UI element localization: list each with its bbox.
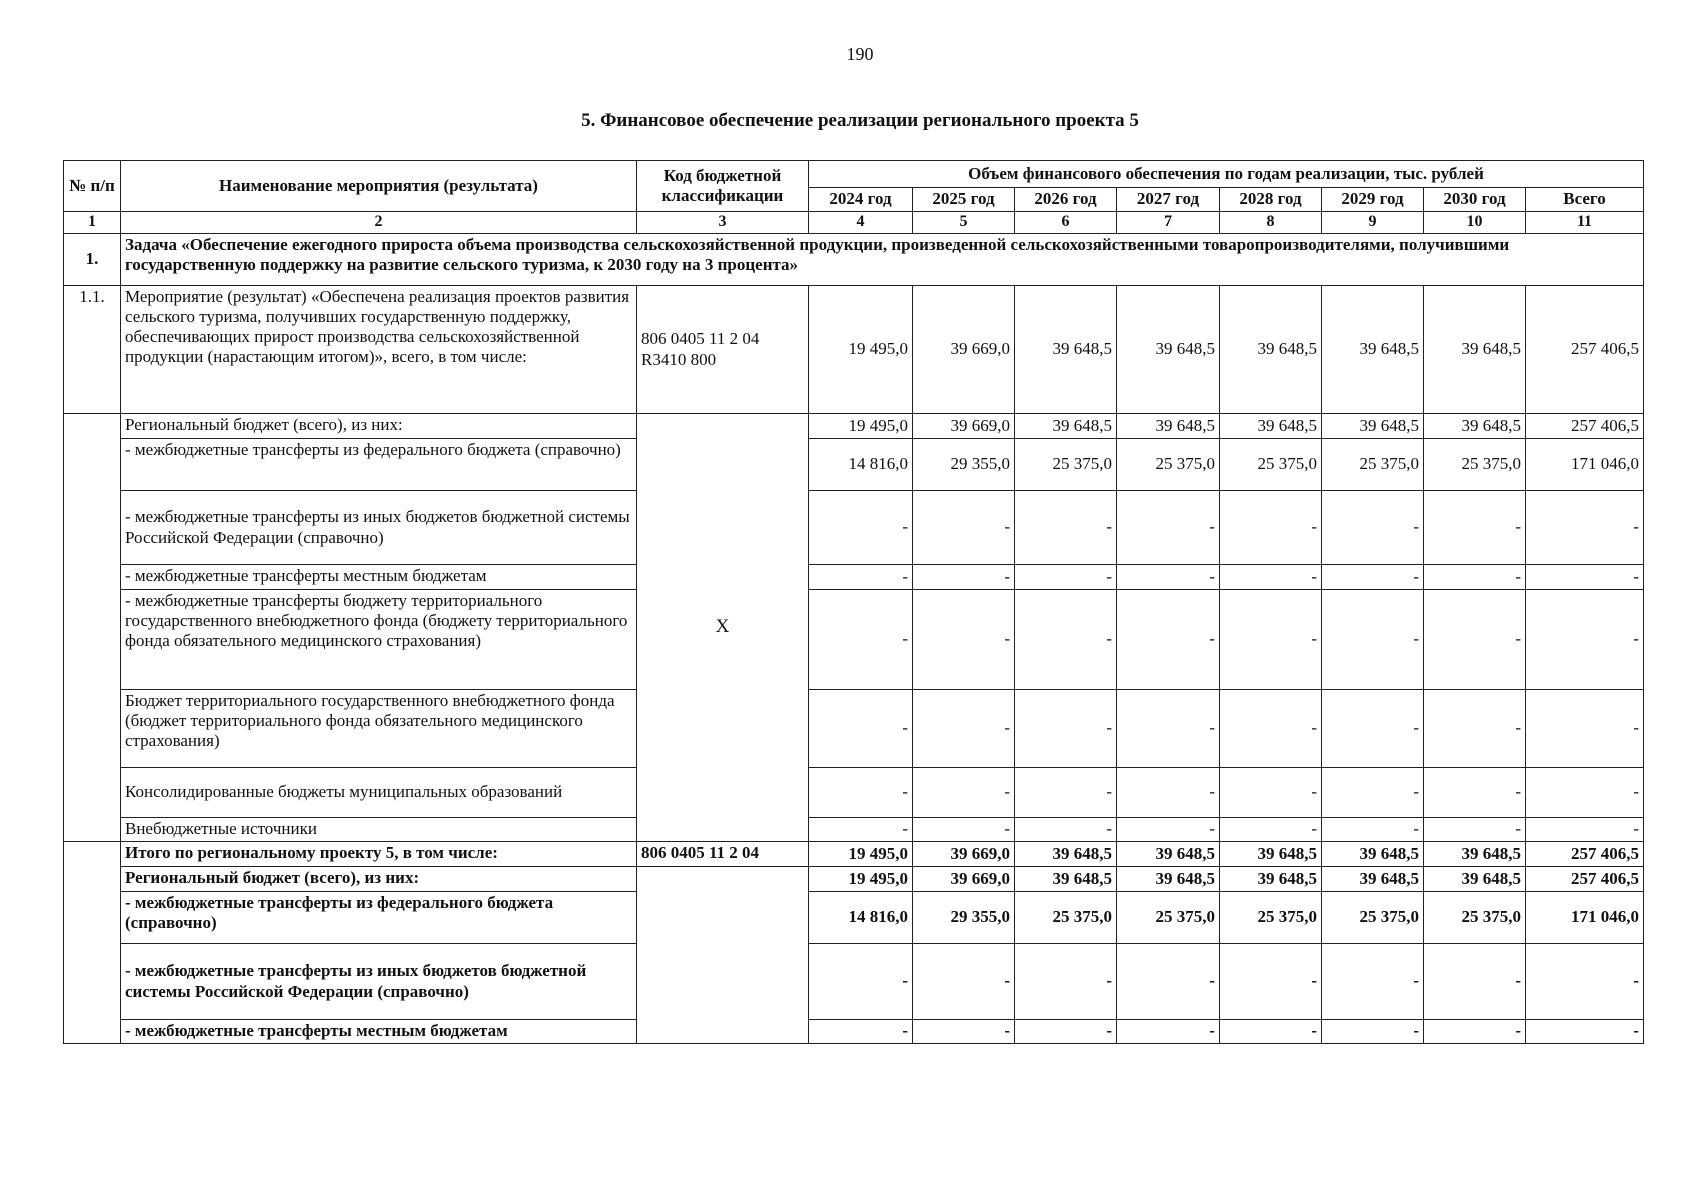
task-description: Задача «Обеспечение ежегодного прироста объема производства сельскохозяйственной продукции, произведенной сельскохозяйственными товаропроизводителями, получившими государственную поддержку на развитие сельского туризма, к 2030 году на 3 процента» <box>121 234 1644 286</box>
header-year: 2025 год <box>913 188 1015 212</box>
table-row <box>64 768 1644 818</box>
value-cell: - <box>1424 690 1526 768</box>
value-cell: - <box>1526 690 1644 768</box>
value-cell: - <box>1117 944 1220 1020</box>
value-cell: 25 375,0 <box>1424 439 1526 491</box>
header-no: № п/п <box>64 161 121 212</box>
header-year: 2027 год <box>1117 188 1220 212</box>
value-cell: 39 648,5 <box>1424 414 1526 439</box>
value-cell: - <box>1220 590 1322 690</box>
table-row <box>64 944 1644 1020</box>
value-cell: 171 046,0 <box>1526 439 1644 491</box>
value-cell: 25 375,0 <box>1424 892 1526 944</box>
value-cell: - <box>1117 768 1220 818</box>
value-cell: - <box>1322 491 1424 565</box>
value-cell: - <box>913 768 1015 818</box>
value-cell: 25 375,0 <box>1015 892 1117 944</box>
column-number: 11 <box>1526 212 1644 234</box>
column-number: 10 <box>1424 212 1526 234</box>
value-cell: - <box>809 1020 913 1044</box>
value-cell: - <box>1015 565 1117 590</box>
value-cell: 39 648,5 <box>1424 286 1526 414</box>
column-number: 9 <box>1322 212 1424 234</box>
value-cell: - <box>1117 491 1220 565</box>
blank-code-cell <box>637 867 809 1044</box>
value-cell: - <box>1526 590 1644 690</box>
value-cell: - <box>913 690 1015 768</box>
column-number: 7 <box>1117 212 1220 234</box>
row-name: Региональный бюджет (всего), из них: <box>121 867 637 892</box>
value-cell: - <box>1220 768 1322 818</box>
value-cell: - <box>1117 818 1220 842</box>
value-cell: 39 648,5 <box>1424 842 1526 867</box>
value-cell: - <box>1015 590 1117 690</box>
value-cell: 39 648,5 <box>1322 842 1424 867</box>
header-year: 2030 год <box>1424 188 1526 212</box>
total-name: Итого по региональному проекту 5, в том числе: <box>121 842 637 867</box>
value-cell: 39 648,5 <box>1015 867 1117 892</box>
value-cell: 25 375,0 <box>1220 892 1322 944</box>
value-cell: 29 355,0 <box>913 439 1015 491</box>
header-year: 2024 год <box>809 188 913 212</box>
value-cell: - <box>1117 590 1220 690</box>
value-cell: - <box>913 565 1015 590</box>
blank-index-cell <box>64 414 121 842</box>
row-name: - межбюджетные трансферты из федерального бюджета (справочно) <box>121 892 637 944</box>
value-cell: 39 648,5 <box>1015 286 1117 414</box>
value-cell: - <box>1322 690 1424 768</box>
total-code: 806 0405 11 2 04 <box>637 842 809 867</box>
column-number: 1 <box>64 212 121 234</box>
value-cell: 19 495,0 <box>809 842 913 867</box>
header-name: Наименование мероприятия (результата) <box>121 161 637 212</box>
value-cell: 39 669,0 <box>913 414 1015 439</box>
table-row <box>64 892 1644 944</box>
value-cell: 14 816,0 <box>809 439 913 491</box>
row-name: - межбюджетные трансферты местным бюджетам <box>121 565 637 590</box>
value-cell: - <box>913 944 1015 1020</box>
value-cell: 171 046,0 <box>1526 892 1644 944</box>
value-cell: - <box>1424 818 1526 842</box>
value-cell: - <box>1526 565 1644 590</box>
task-number: 1. <box>64 234 121 286</box>
value-cell: - <box>913 1020 1015 1044</box>
header-total: Всего <box>1526 188 1644 212</box>
value-cell: - <box>1424 590 1526 690</box>
value-cell: - <box>1322 565 1424 590</box>
row-name: - межбюджетные трансферты из иных бюджетов бюджетной системы Российской Федерации (справочно) <box>121 944 637 1020</box>
value-cell: 39 669,0 <box>913 842 1015 867</box>
value-cell: - <box>1424 491 1526 565</box>
row-name: - межбюджетные трансферты из федерального бюджета (справочно) <box>121 439 637 491</box>
row-name: Региональный бюджет (всего), из них: <box>121 414 637 439</box>
value-cell: - <box>1526 1020 1644 1044</box>
value-cell: - <box>1015 818 1117 842</box>
value-cell: 14 816,0 <box>809 892 913 944</box>
row-name: Бюджет территориального государственного внебюджетного фонда (бюджет территориального фонда обязательного медицинского страхования) <box>121 690 637 768</box>
value-cell: - <box>1220 565 1322 590</box>
value-cell: 39 669,0 <box>913 286 1015 414</box>
financing-table <box>63 160 1644 1044</box>
value-cell: 25 375,0 <box>1117 892 1220 944</box>
value-cell: 25 375,0 <box>1015 439 1117 491</box>
value-cell: - <box>1220 690 1322 768</box>
value-cell: - <box>1015 1020 1117 1044</box>
value-cell: - <box>809 491 913 565</box>
value-cell: 39 648,5 <box>1117 867 1220 892</box>
value-cell: 39 648,5 <box>1424 867 1526 892</box>
column-number: 4 <box>809 212 913 234</box>
value-cell: - <box>1424 1020 1526 1044</box>
value-cell: 39 648,5 <box>1117 842 1220 867</box>
table-row <box>64 565 1644 590</box>
value-cell: - <box>1015 944 1117 1020</box>
value-cell: 19 495,0 <box>809 414 913 439</box>
column-number: 6 <box>1015 212 1117 234</box>
table-row <box>64 590 1644 690</box>
value-cell: 39 648,5 <box>1322 414 1424 439</box>
table-row <box>64 1020 1644 1044</box>
measure-number: 1.1. <box>64 286 121 414</box>
header-year: 2028 год <box>1220 188 1322 212</box>
value-cell: - <box>809 590 913 690</box>
value-cell: - <box>913 818 1015 842</box>
value-cell: - <box>1220 944 1322 1020</box>
value-cell: - <box>1526 818 1644 842</box>
value-cell: 39 648,5 <box>1322 286 1424 414</box>
value-cell: 39 648,5 <box>1015 414 1117 439</box>
measure-code: 806 0405 11 2 04 R3410 800 <box>637 286 809 414</box>
row-name: - межбюджетные трансферты бюджету территориального государственного внебюджетного фонда (бюджету территориального фонда обязательного медицинского страхования) <box>121 590 637 690</box>
value-cell: - <box>809 818 913 842</box>
blank-index-cell <box>64 842 121 1044</box>
header-code: Код бюджетной классификации <box>637 161 809 212</box>
value-cell: 257 406,5 <box>1526 286 1644 414</box>
value-cell: 257 406,5 <box>1526 867 1644 892</box>
value-cell: - <box>1220 818 1322 842</box>
row-name: Внебюджетные источники <box>121 818 637 842</box>
value-cell: 257 406,5 <box>1526 414 1644 439</box>
value-cell: 29 355,0 <box>913 892 1015 944</box>
value-cell: - <box>1322 1020 1424 1044</box>
value-cell: - <box>1526 768 1644 818</box>
value-cell: - <box>913 590 1015 690</box>
value-cell: 39 669,0 <box>913 867 1015 892</box>
table-row <box>64 690 1644 768</box>
measure-name: Мероприятие (результат) «Обеспечена реализация проектов развития сельского туризма, получивших государственную поддержку, обеспечивающих прирост производства сельскохозяйственной продукции (нарастающим итогом)», всего, в том числе: <box>121 286 637 414</box>
value-cell: - <box>1424 565 1526 590</box>
value-cell: - <box>1015 491 1117 565</box>
header-year: 2026 год <box>1015 188 1117 212</box>
total-row <box>64 842 1644 867</box>
value-cell: 25 375,0 <box>1322 439 1424 491</box>
row-name: - межбюджетные трансферты местным бюджетам <box>121 1020 637 1044</box>
value-cell: - <box>1015 690 1117 768</box>
value-cell: 19 495,0 <box>809 867 913 892</box>
page-number: 190 <box>846 44 874 64</box>
table-row <box>64 818 1644 842</box>
value-cell: 39 648,5 <box>1220 286 1322 414</box>
value-cell: - <box>809 690 913 768</box>
value-cell: - <box>809 944 913 1020</box>
value-cell: - <box>1015 768 1117 818</box>
value-cell: 39 648,5 <box>1220 414 1322 439</box>
value-cell: - <box>1322 768 1424 818</box>
value-cell: - <box>1117 565 1220 590</box>
value-cell: - <box>1424 944 1526 1020</box>
document-title: 5. Финансовое обеспечение реализации регионального проекта 5 <box>581 110 1139 131</box>
value-cell: 257 406,5 <box>1526 842 1644 867</box>
table-row <box>64 414 1644 439</box>
value-cell: - <box>913 491 1015 565</box>
header-year: 2029 год <box>1322 188 1424 212</box>
table-row <box>64 867 1644 892</box>
column-number: 8 <box>1220 212 1322 234</box>
value-cell: - <box>1220 491 1322 565</box>
value-cell: - <box>1322 818 1424 842</box>
value-cell: - <box>1117 1020 1220 1044</box>
value-cell: - <box>1322 944 1424 1020</box>
value-cell: 39 648,5 <box>1220 842 1322 867</box>
value-cell: - <box>1526 944 1644 1020</box>
code-not-applicable: X <box>637 414 809 842</box>
value-cell: 39 648,5 <box>1117 414 1220 439</box>
value-cell: - <box>1424 768 1526 818</box>
column-number: 5 <box>913 212 1015 234</box>
header-volume: Объем финансового обеспечения по годам реализации, тыс. рублей <box>809 161 1644 188</box>
value-cell: - <box>1322 590 1424 690</box>
value-cell: 19 495,0 <box>809 286 913 414</box>
value-cell: 39 648,5 <box>1322 867 1424 892</box>
table-row <box>64 439 1644 491</box>
column-number: 3 <box>637 212 809 234</box>
value-cell: 39 648,5 <box>1220 867 1322 892</box>
value-cell: 39 648,5 <box>1117 286 1220 414</box>
value-cell: - <box>1117 690 1220 768</box>
table-row <box>64 491 1644 565</box>
row-name: Консолидированные бюджеты муниципальных образований <box>121 768 637 818</box>
value-cell: - <box>809 565 913 590</box>
value-cell: 25 375,0 <box>1117 439 1220 491</box>
row-name: - межбюджетные трансферты из иных бюджетов бюджетной системы Российской Федерации (справочно) <box>121 491 637 565</box>
value-cell: - <box>809 768 913 818</box>
value-cell: 39 648,5 <box>1015 842 1117 867</box>
value-cell: 25 375,0 <box>1220 439 1322 491</box>
value-cell: - <box>1526 491 1644 565</box>
value-cell: - <box>1220 1020 1322 1044</box>
column-number: 2 <box>121 212 637 234</box>
value-cell: 25 375,0 <box>1322 892 1424 944</box>
